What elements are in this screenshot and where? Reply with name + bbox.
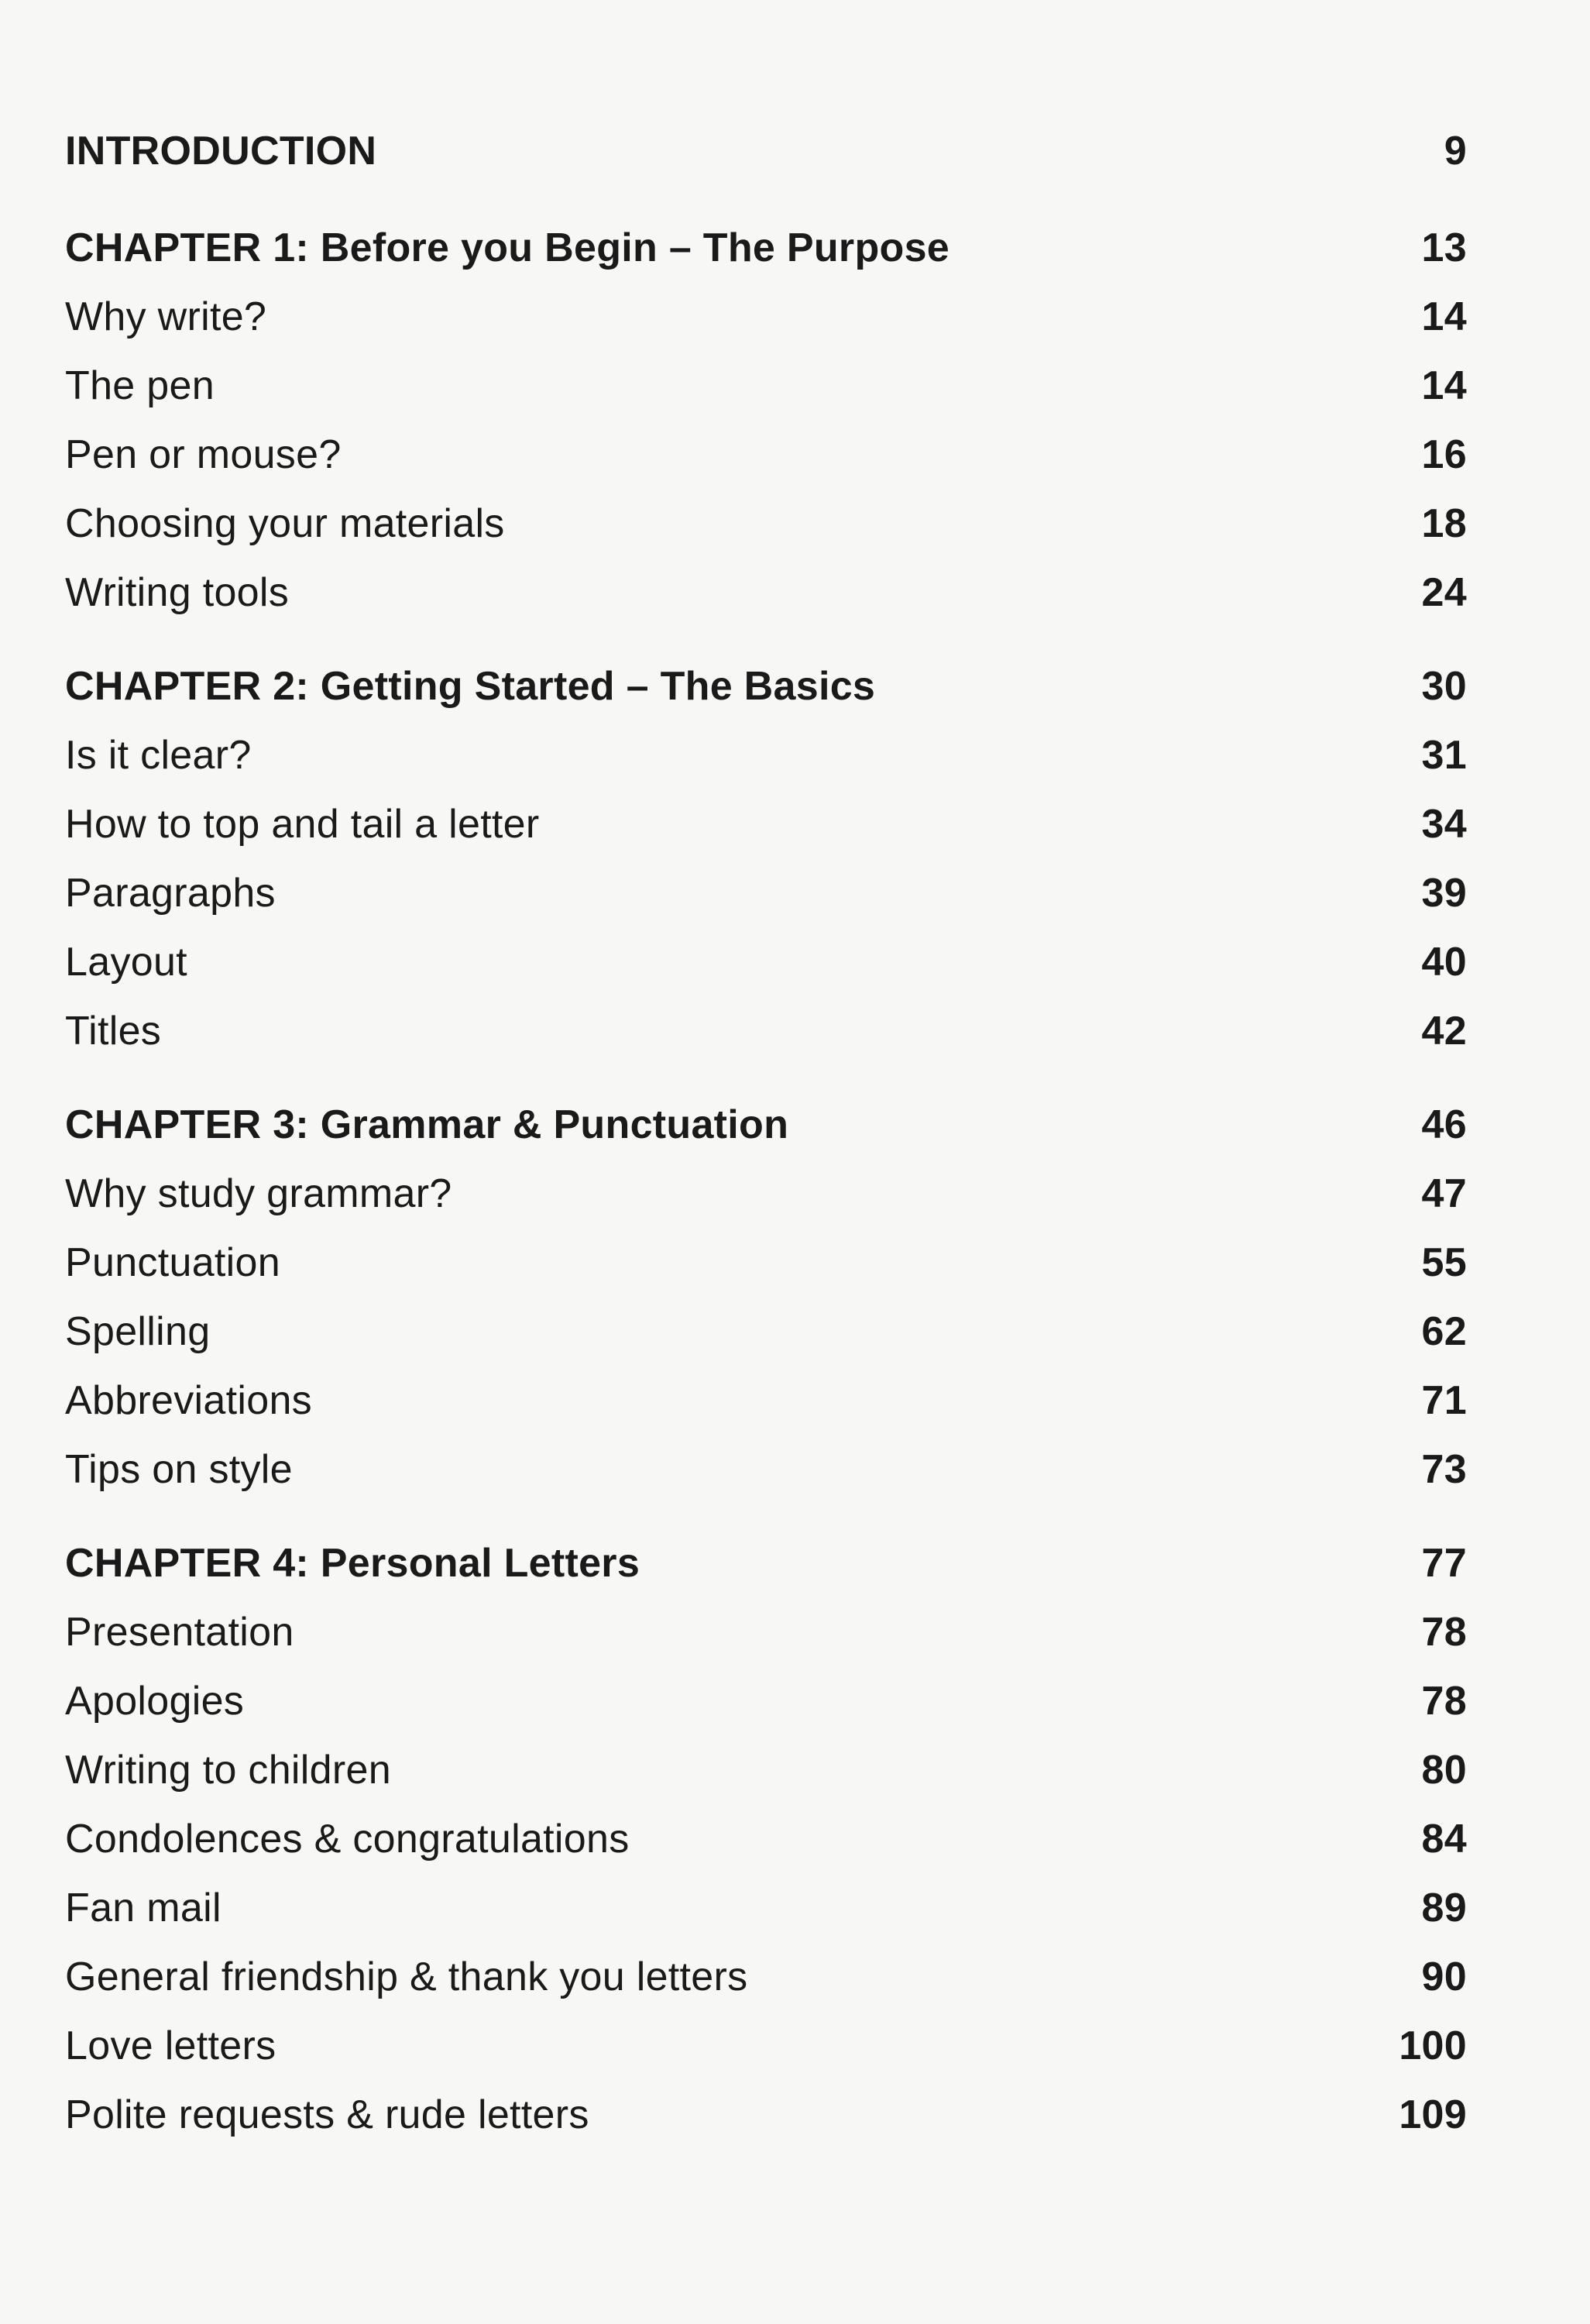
toc-entry-page: 40 [1421,939,1467,985]
chapter-section [65,1528,1467,2149]
toc-item [65,1366,1467,1435]
toc-entry-page: 24 [1421,569,1467,615]
toc-item [65,1942,1467,2011]
toc-item [65,789,1467,858]
toc-item [65,1297,1467,1366]
toc-entry-page: 13 [1421,225,1467,270]
toc-entry-page: 78 [1421,1609,1467,1655]
toc-entry-title: Choosing your materials [65,500,505,546]
toc-item [65,1228,1467,1297]
toc-item [65,1666,1467,1735]
toc-entry-title: Pen or mouse? [65,431,342,477]
toc-entry-title: Is it clear? [65,732,252,778]
toc-item [65,720,1467,789]
toc-item [65,996,1467,1065]
toc-entry-title: CHAPTER 2: Getting Started – The Basics [65,663,876,709]
toc-entry-page: 89 [1421,1885,1467,1930]
toc-entry-title: Why study grammar? [65,1171,452,1216]
toc-item [65,1159,1467,1228]
toc-entry-page: 71 [1421,1377,1467,1423]
toc-entry-title: Tips on style [65,1446,293,1492]
toc-item [65,351,1467,420]
toc-entry-page: 31 [1421,732,1467,778]
toc-item [65,1435,1467,1504]
toc-entry-title: Titles [65,1008,162,1054]
toc-entry-page: 90 [1421,1954,1467,1999]
chapter-section [65,213,1467,627]
toc-item [65,858,1467,927]
toc-entry-title: Writing to children [65,1747,391,1793]
toc-item [65,1597,1467,1666]
toc-entry-title: Writing tools [65,569,290,615]
toc-entry-page: 16 [1421,431,1467,477]
chapter-heading [65,1528,1467,1597]
toc-entry-page: 55 [1421,1239,1467,1285]
toc-entry-title: CHAPTER 1: Before you Begin – The Purpose [65,225,950,270]
toc-entry-title: Spelling [65,1308,211,1354]
toc-item [65,1804,1467,1873]
toc-entry-page: 30 [1421,663,1467,709]
toc-entry-title: CHAPTER 4: Personal Letters [65,1540,640,1586]
table-of-contents [65,116,1467,2174]
toc-item [65,1735,1467,1804]
toc-item [65,1873,1467,1942]
toc-entry-page: 47 [1421,1171,1467,1216]
toc-item [65,2011,1467,2080]
toc-entry-title: Punctuation [65,1239,280,1285]
chapter-heading [65,1090,1467,1159]
toc-entry-page: 78 [1421,1678,1467,1724]
chapter-heading [65,213,1467,282]
toc-entry-title: CHAPTER 3: Grammar & Punctuation [65,1102,789,1147]
toc-entry-title: Layout [65,939,187,985]
toc-entry-page: 77 [1421,1540,1467,1586]
toc-entry-title: How to top and tail a letter [65,801,540,847]
toc-entry-page: 73 [1421,1446,1467,1492]
toc-entry-page: 80 [1421,1747,1467,1793]
toc-item [65,282,1467,351]
toc-entry-page: 9 [1444,128,1467,174]
chapter-section [65,1090,1467,1504]
toc-item [65,489,1467,558]
toc-entry-title: Presentation [65,1609,294,1655]
toc-entry-title: The pen [65,363,215,408]
toc-entry-page: 39 [1421,870,1467,916]
toc-entry-page: 84 [1421,1816,1467,1862]
toc-entry-title: Why write? [65,294,267,339]
toc-item [65,558,1467,627]
toc-entry-page: 18 [1421,500,1467,546]
toc-entry-page: 34 [1421,801,1467,847]
toc-entry-title: Polite requests & rude letters [65,2092,589,2137]
toc-entry-title: INTRODUCTION [65,128,377,174]
toc-entry-title: Abbreviations [65,1377,312,1423]
toc-entry-title: Paragraphs [65,870,276,916]
toc-introduction [65,116,1467,185]
toc-entry-page: 46 [1421,1102,1467,1147]
toc-entry-title: General friendship & thank you letters [65,1954,748,1999]
chapter-heading [65,651,1467,720]
toc-entry-title: Love letters [65,2023,276,2068]
toc-entry-page: 14 [1421,363,1467,408]
toc-entry-page: 42 [1421,1008,1467,1054]
toc-entry-page: 14 [1421,294,1467,339]
toc-item [65,2080,1467,2149]
chapter-section [65,651,1467,1065]
toc-entry-title: Fan mail [65,1885,222,1930]
toc-entry-page: 109 [1399,2092,1467,2137]
toc-entry-title: Apologies [65,1678,245,1724]
toc-entry-page: 100 [1399,2023,1467,2068]
toc-entry-title: Condolences & congratulations [65,1816,630,1862]
toc-item [65,420,1467,489]
toc-entry-page: 62 [1421,1308,1467,1354]
toc-item [65,927,1467,996]
chapter-list [65,213,1467,2149]
